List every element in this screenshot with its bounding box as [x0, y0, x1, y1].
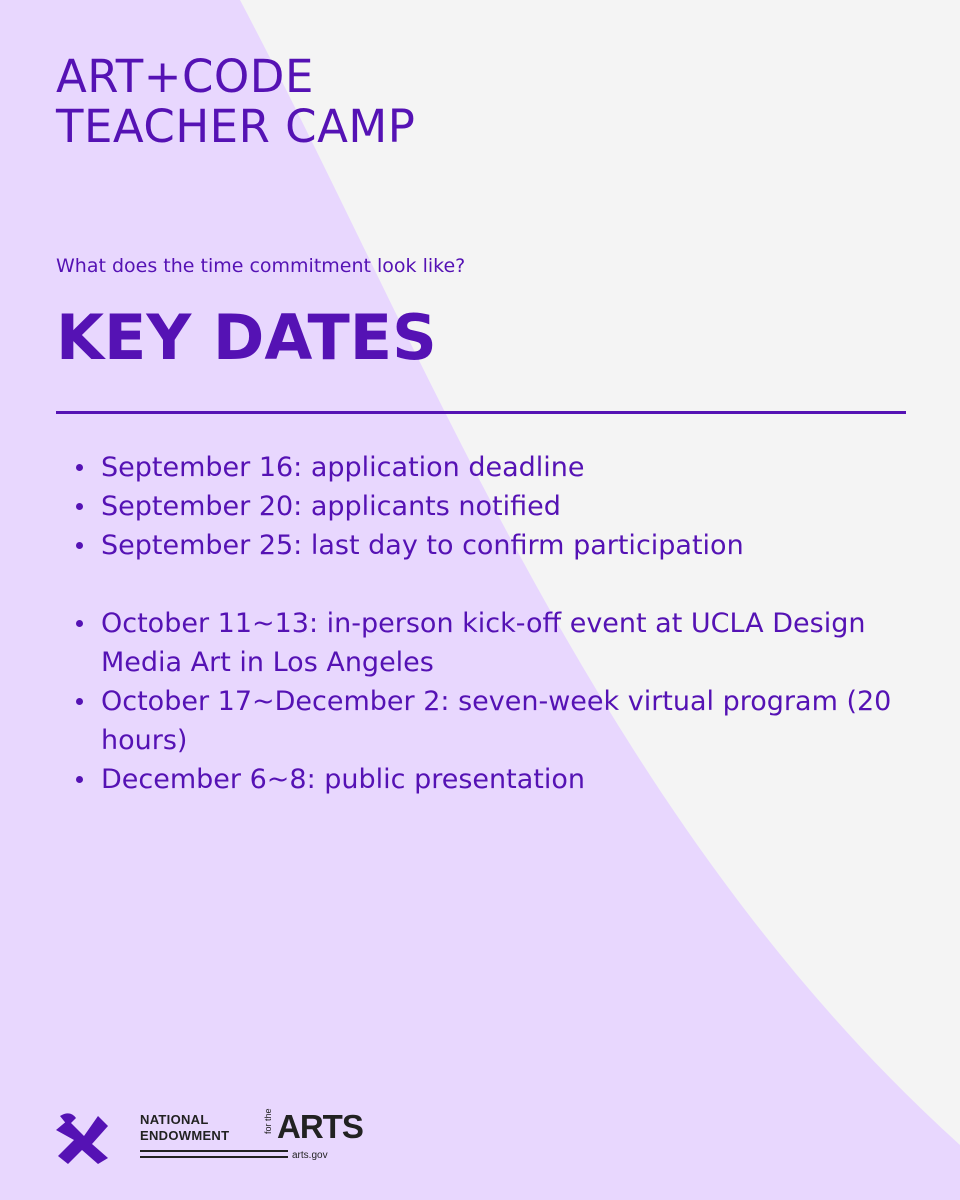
date-text: September 25: last day to confirm participation [101, 530, 744, 561]
nea-logo-line1: NATIONAL [140, 1112, 209, 1127]
nea-logo-for-the: for the [263, 1108, 273, 1134]
bullet-icon [76, 776, 83, 783]
bullet-icon [76, 698, 83, 705]
date-text: December 6~8: public presentation [101, 764, 585, 795]
list-item [56, 760, 916, 799]
nea-logo-arts: ARTS [277, 1108, 363, 1145]
bullet-icon [76, 464, 83, 471]
list-item [56, 448, 916, 487]
divider [56, 411, 906, 414]
nea-logo [140, 1108, 363, 1168]
key-dates-list [56, 448, 916, 799]
nea-logo-url: arts.gov [292, 1150, 328, 1161]
section-heading: KEY DATES [56, 301, 437, 374]
intro-question: What does the time commitment look like? [56, 255, 466, 277]
page-title [56, 52, 415, 152]
list-item [56, 682, 916, 760]
art-code-mark-icon [54, 1110, 110, 1164]
list-item [56, 526, 916, 565]
date-text: October 17~December 2: seven-week virtual program (20 hours) [101, 686, 892, 756]
nea-logo-line2: ENDOWMENT [140, 1128, 230, 1143]
date-text: September 20: applicants notified [101, 491, 561, 522]
nea-logo-rule [140, 1150, 288, 1152]
list-item [56, 604, 916, 682]
list-item [56, 487, 916, 526]
bullet-icon [76, 503, 83, 510]
bullet-icon [76, 542, 83, 549]
date-text: October 11~13: in-person kick-off event at UCLA Design Media Art in Los Angeles [101, 608, 866, 678]
title-line-2: TEACHER CAMP [56, 100, 416, 153]
nea-logo-rule [140, 1156, 288, 1158]
date-text: September 16: application deadline [101, 452, 585, 483]
title-line-1: ART+CODE [56, 50, 314, 103]
bullet-icon [76, 620, 83, 627]
